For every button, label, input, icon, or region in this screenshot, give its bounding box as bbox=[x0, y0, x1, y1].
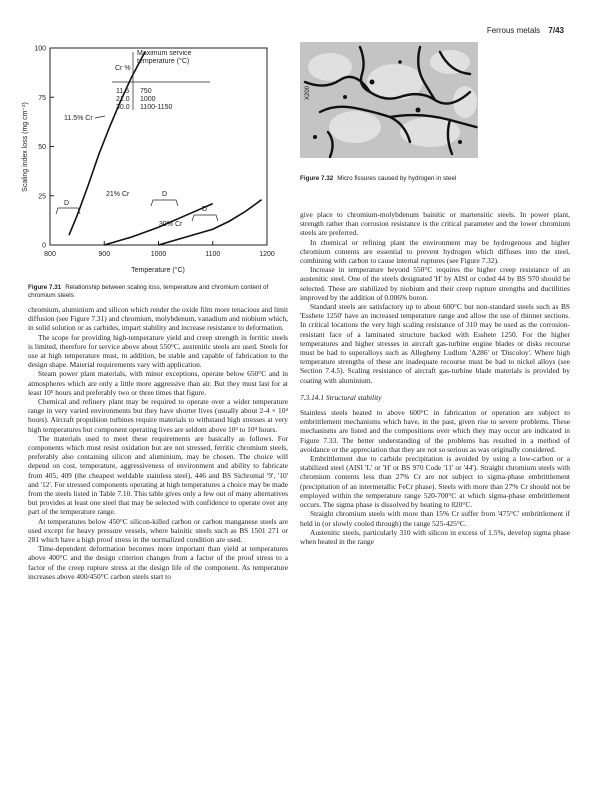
legend-cell: 1100-1150 bbox=[140, 104, 173, 111]
series-line-11-5-cr bbox=[69, 52, 145, 235]
paragraph: Stainless steels heated to above 600°C in fabrication or operation are subject to embrittlement mechanisms which have, in the past, given rise to severe problems. These mechanisms are listed and the compositions over which they may occur are indicated in Figure 7.33. The better understanding of the problems has resulted in a method of avoidance or the appreciation that they are not so serious as was originally considered. bbox=[300, 408, 570, 454]
x-axis-label: Temperature (°C) bbox=[131, 267, 185, 274]
paragraph: The materials used to meet these requirements are basically as follows. For components which must resist oxidation but are not stressed, ferritic chromium steels, preferably also containing silicon and aluminium, may be chosen. The choice will depend on cost, temperature, aggressiveness of environment and ability to fabricate from 405, 409 (the cheapest weldable stainless steel), 446 and BS Sichromal '9', '10' and '12'. For stressed components operating at high temperatures a choice may be made from the steels listed in Table 7.10. This table gives only a few out of many alternatives but provides at least one steel that may be selected with confidence to operate over any part of the temperature range. bbox=[28, 433, 288, 517]
annotation-30-cr: 30% Cr bbox=[159, 221, 183, 228]
left-column bbox=[28, 305, 288, 581]
x-tick-label: 800 bbox=[44, 251, 56, 258]
figure-7-32-caption bbox=[300, 175, 570, 183]
running-header bbox=[487, 26, 564, 35]
caption-text: Micro fissures caused by hydrogen in steel bbox=[337, 175, 457, 182]
legend-header-maxtemp: Maximum service temperature (°C) bbox=[137, 50, 192, 65]
y-tick-label: 0 bbox=[42, 242, 46, 250]
legend-cell: 21.0 bbox=[116, 96, 130, 103]
right-column bbox=[300, 210, 570, 546]
legend-cell: 11.5 bbox=[116, 88, 130, 95]
annotation-21-cr: 21% Cr bbox=[106, 191, 130, 198]
y-axis-label: Scaling index loss (mg cm⁻²) bbox=[22, 102, 29, 192]
legend-cell: 750 bbox=[140, 88, 152, 95]
legend-cell: 30.0 bbox=[116, 104, 130, 111]
y-tick-label: 25 bbox=[38, 193, 46, 201]
y-tick-label: 75 bbox=[38, 94, 46, 102]
paragraph: Chemical and refinery plant may be required to operate over a wider temperature range in very varied environments but they have shorter lives (usually about 2-4 × 10⁴ hours). Aircraft propulsion turbines require materials to withstand high stresses at very high temperatures but component operating lives are seldom above 10³ to 10⁴ hours. bbox=[28, 397, 288, 434]
micrograph-image bbox=[300, 42, 478, 158]
magnification-label: X200 bbox=[305, 85, 311, 100]
page-number: 7/43 bbox=[548, 26, 564, 35]
y-tick-label: 100 bbox=[34, 45, 46, 53]
paragraph: chromium, aluminium and silicon which render the oxide film more tenacious and limit diffusion (see Figure 7.31) and chromium, molybdenum, vanadium and niobium which, in solid solution or as carbides, impart stability and increase resistance to deformation. bbox=[28, 305, 288, 333]
paragraph: In chemical or refining plant the environment may be hydrogenous and higher chromium contents are essential to prevent hydrogen which diffuses into the steel, combining with carbon to cause internal ruptures (see Figure 7.32). bbox=[300, 237, 570, 266]
x-tick-label: 900 bbox=[98, 251, 111, 258]
annotation-d: D bbox=[64, 200, 70, 207]
x-tick-label: 1000 bbox=[150, 251, 167, 258]
scaling-loss-chart bbox=[0, 0, 300, 280]
paragraph: Steam power plant materials, with minor exceptions, operate below 650°C and in atmospheres which are only a little more aggressive than air. But they must last for at least 10⁵ hours and preferably two or three times that figure. bbox=[28, 369, 288, 397]
paragraph: Straight chromium steels with more than 15% Cr suffer from '475°C' embrittlement if held in (or slowly cooled through) the range 525-425°C. bbox=[300, 509, 570, 528]
paragraph: Increase in temperature beyond 550°C requires the higher creep resistance of an austenitic steel. One of the steels designated 'H' by AISI or coded 44 by BS 970 should be selected. These are stabilized by niobium and their creep rupture strengths and ductilities improved by the addition of 0.006% boron. bbox=[300, 265, 570, 302]
x-tick-label: 1100 bbox=[205, 251, 221, 258]
figure-label: Figure 7.31 bbox=[28, 284, 62, 291]
section-heading: 7.3.14.1 Structural stability bbox=[300, 392, 382, 402]
caption-text: Relationship between scaling loss, temperature and chromium content of chromium steels bbox=[28, 284, 269, 299]
figure-label: Figure 7.32 bbox=[300, 175, 334, 182]
annotation-11-5-cr: 11.5% Cr bbox=[64, 115, 93, 122]
paragraph: give place to chromium-molybdenum bainitic or martensitic steels. In power plant, strength rather than corrosion resistance is the critical parameter and the lower chromium steels are preferred. bbox=[300, 210, 570, 238]
header-section: Ferrous metals bbox=[486, 26, 541, 35]
paragraph: At temperatures below 450°C silicon-killed carbon or carbon manganese steels are used except for heavy pressure vessels, where bainitic steels such as BS 1501 271 or 281 which have a high proof stress in the normalized condition are used. bbox=[28, 516, 288, 545]
paragraph: Austenitic steels, particularly 310 with silicon in excess of 1.5%, develop sigma phase when heated in the range bbox=[300, 527, 570, 546]
paragraph: Embrittlement due to carbide precipitation is avoided by using a low-carbon or a stabilized steel (AISI 'L' or 'H' or BS 970 Code '11' or '44'). Straight chromium steels with chromium contents less than 27% Cr are not subject to sigma-phase embrittlement (precipitation of an intermetallic FeCr phase). Steels with more than 27% Cr should not be employed within the temperature range 520-700°C at which sigma-phase embrittlement occurs. The sigma phase is dissolved by heating to 820°C. bbox=[300, 454, 570, 510]
y-tick-label: 50 bbox=[38, 144, 46, 151]
legend-cell: 1000 bbox=[140, 96, 156, 103]
legend-header-cr: Cr % bbox=[115, 65, 131, 72]
figure-7-31-caption bbox=[28, 284, 283, 300]
annotation-d: D bbox=[202, 206, 208, 213]
paragraph: Standard steels are satisfactory up to about 600°C but non-standard steels such as BS 'Esshete 1250' have an increased temperature range and allow the use of thinner sections. In critical locations the very high scaling resistance of 310 may be used as the corrosion-resistant face of a laminated structure backed with Esshete 1250. For the higher temperatures and higher stresses in aircraft gas-turbine engine blades or disks recourse must be had to superalloys such as Allegheny Ludlum 'A286' or 'Discoloy'. Where high temperature strengths of these are inadequate recourse must be had to nickel alloys (see Section 7.4.5). Scaling resistance of aircraft gas-turbine blade materials is provided by coating with aluminium. bbox=[300, 302, 570, 385]
x-tick-label: 1200 bbox=[259, 251, 275, 258]
annotation-d: D bbox=[162, 191, 168, 198]
paragraph: Time-dependent deformation becomes more important than yield at temperatures above 400°C and the design criterion changes from a factor of the proof stress to a factor of the creep rupture stress at the design life of the component. As temperature increases above 400/450°C carbon steels start to bbox=[28, 544, 288, 581]
paragraph: The scope for providing high-temperature yield and creep strength in ferritic steels is limited, therefore for service above about 550°C, austenitic steels are used. Steels for use at high temperature must, in addition, be stable and capable of fabrication to the design shape. Material requirements vary with application. bbox=[28, 332, 288, 370]
legend-table bbox=[112, 50, 212, 111]
